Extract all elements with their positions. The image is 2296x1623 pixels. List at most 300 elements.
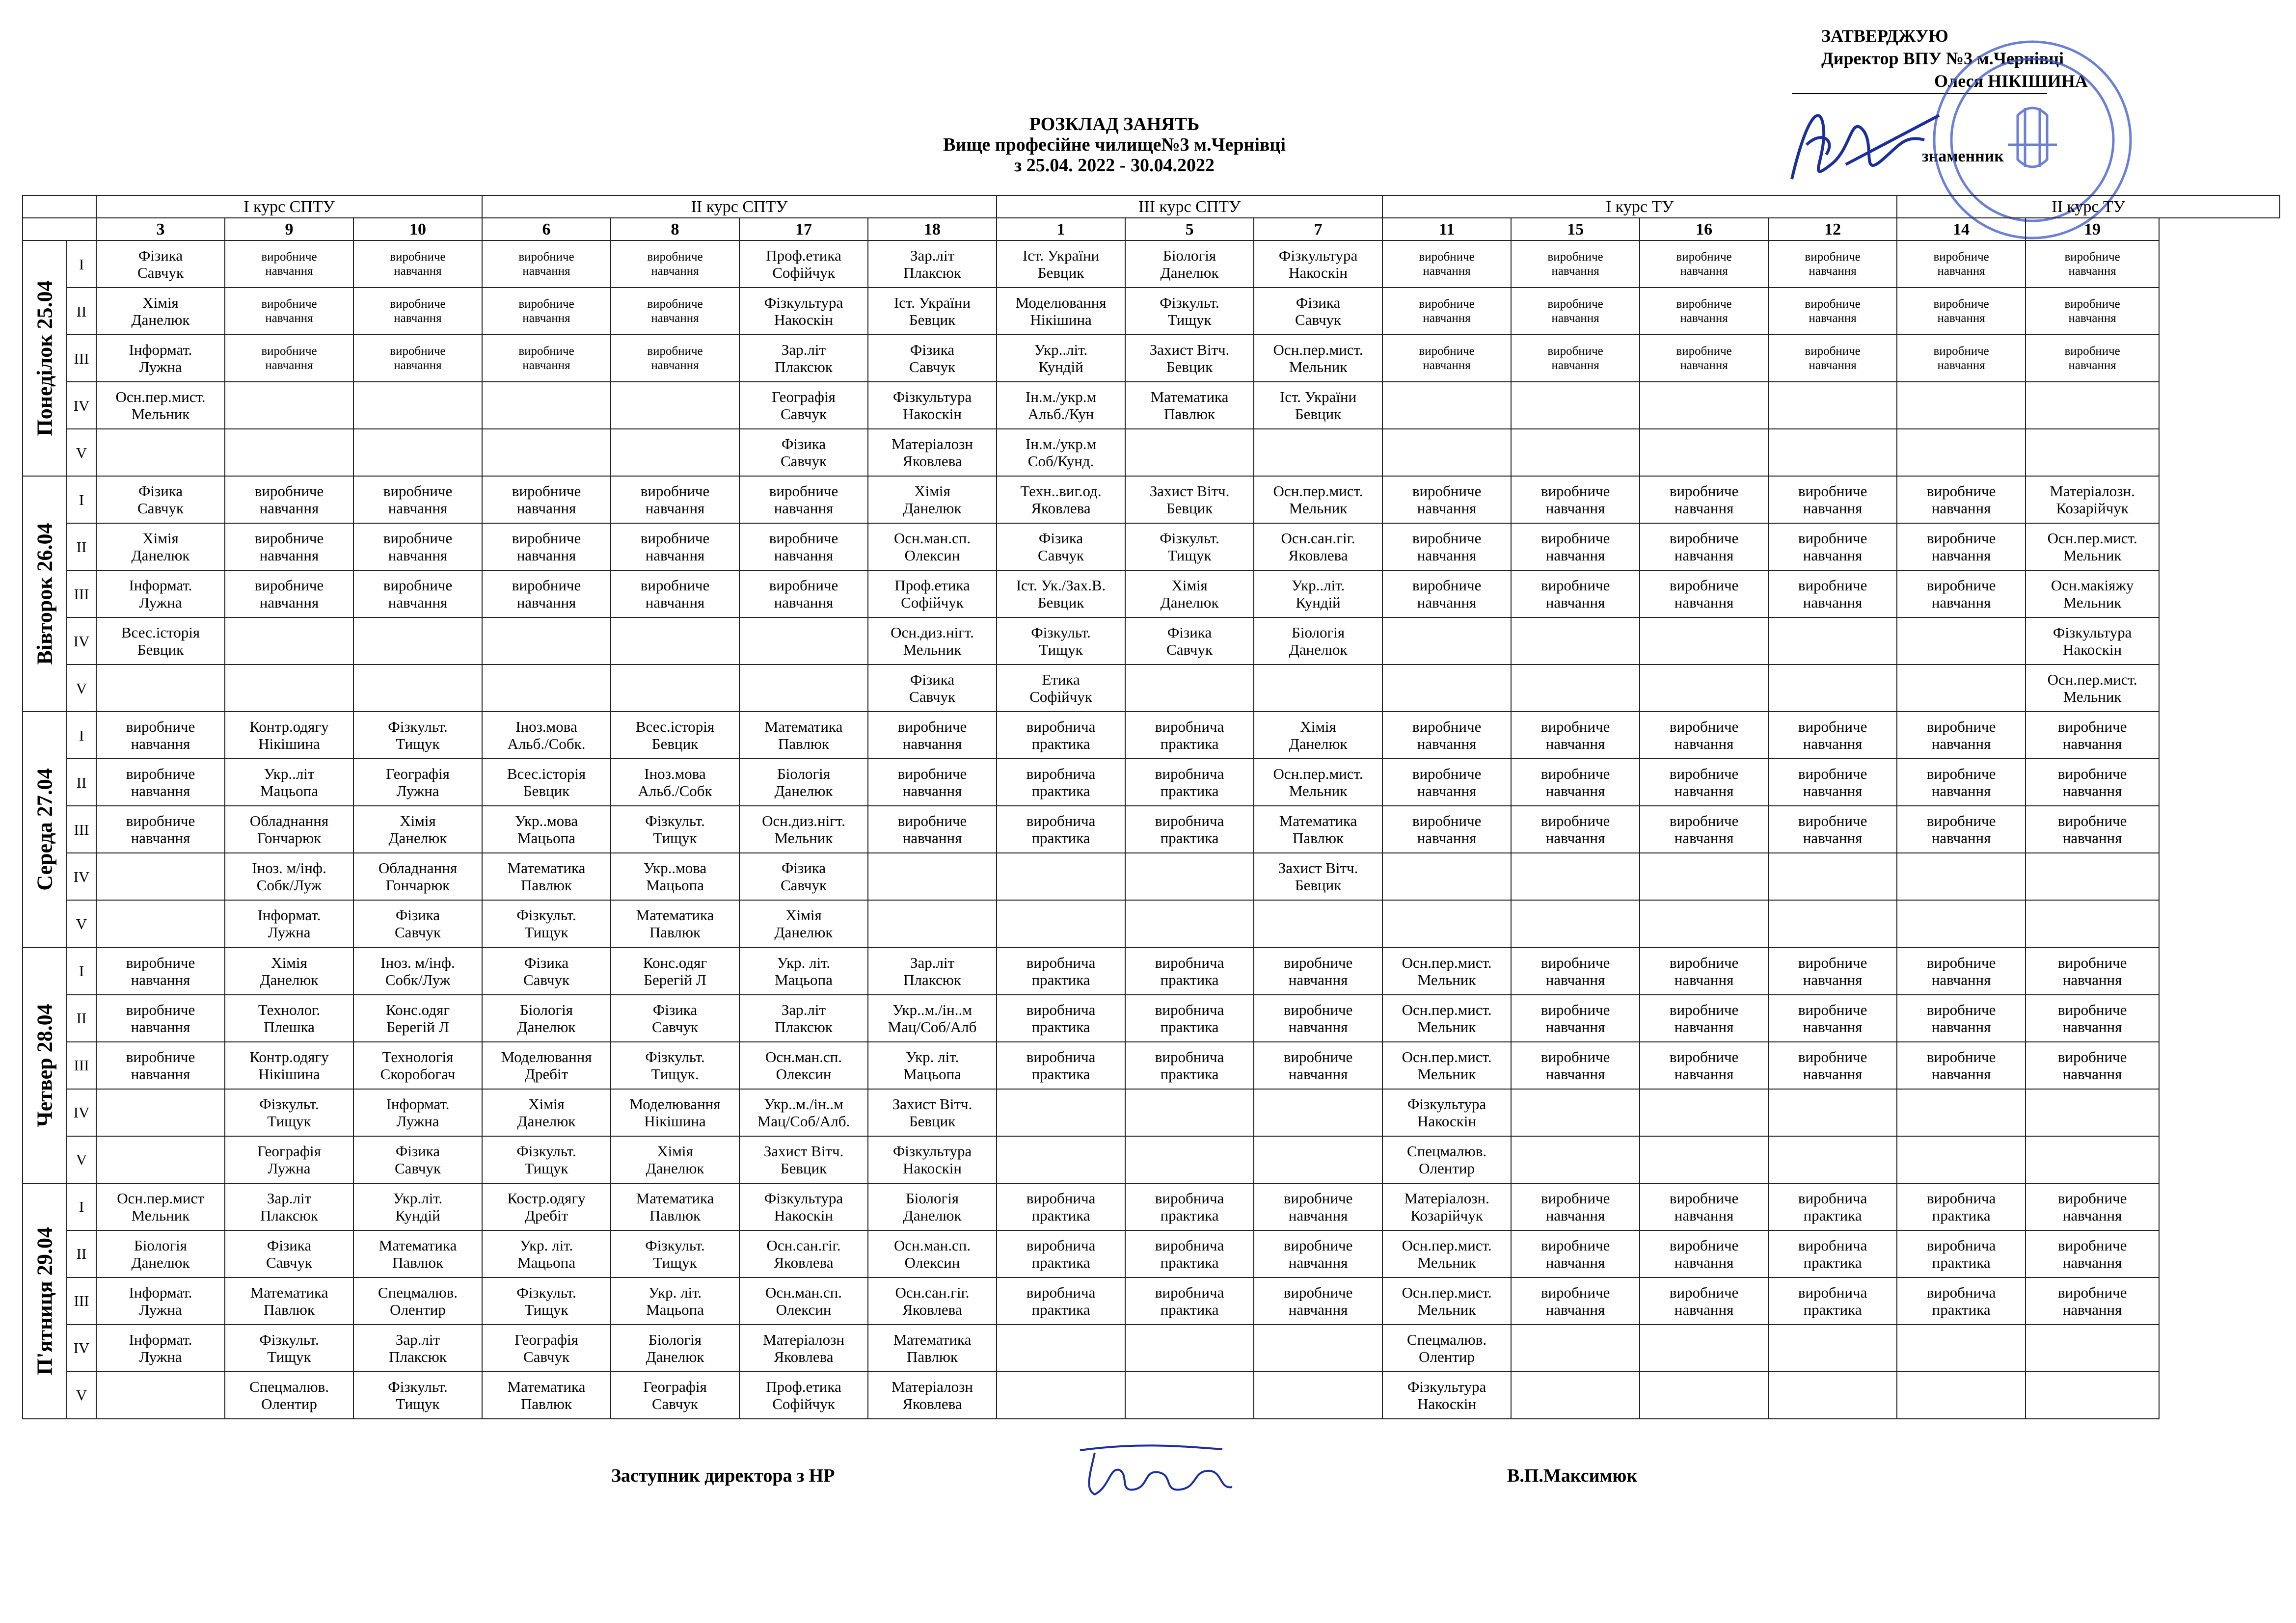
day-label-cell [23, 1183, 67, 1419]
corner-cell [23, 195, 96, 218]
schedule-cell [1511, 382, 1640, 429]
schedule-cell: виробнича практика [1768, 1183, 1897, 1230]
schedule-cell: Фізкультура Накоскін [868, 1136, 997, 1183]
group-number: 11 [1382, 218, 1511, 240]
schedule-cell: виробниче навчання [1897, 570, 2026, 617]
schedule-cell: виробниче навчання [1511, 712, 1640, 759]
schedule-cell: Обладнання Гончарюк [225, 806, 353, 853]
schedule-cell [1511, 1089, 1640, 1136]
schedule-cell [1382, 382, 1511, 429]
schedule-cell: Проф.етика Софійчук [868, 570, 997, 617]
schedule-cell: виробнича практика [997, 759, 1125, 806]
page-dates: з 25.04. 2022 - 30.04.2022 [1014, 155, 1215, 176]
schedule-cell [1511, 617, 1640, 665]
schedule-cell: виробниче навчання [1382, 335, 1511, 382]
schedule-cell: виробниче навчання [611, 240, 739, 288]
schedule-cell: виробниче навчання [1897, 523, 2026, 570]
schedule-cell: Фізкультура Накоскін [1382, 1372, 1511, 1419]
schedule-cell: Фізкультура Накоскін [1382, 1089, 1511, 1136]
schedule-cell: Географія Савчук [611, 1372, 739, 1419]
schedule-cell [2026, 853, 2159, 900]
lesson-row [23, 1230, 2280, 1277]
group-number: 7 [1254, 218, 1382, 240]
schedule-cell: Осн.пер.мист. Мельник [1382, 1230, 1511, 1277]
course-header-row [23, 195, 2280, 218]
schedule-cell: Фізика Савчук [1254, 288, 1382, 335]
schedule-cell: Іст. Ук./Зах.В. Бевцик [997, 570, 1125, 617]
schedule-cell [1511, 900, 1640, 947]
schedule-cell: виробниче навчання [1768, 570, 1897, 617]
approval-note: знаменник [1922, 147, 2004, 165]
lesson-row [23, 288, 2280, 335]
schedule-cell [1640, 665, 1768, 712]
schedule-cell: виробниче навчання [611, 523, 739, 570]
schedule-cell: Захист Вітч. Бевцик [1125, 476, 1254, 523]
schedule-cell [1511, 1136, 1640, 1183]
schedule-cell: Фізкультура Накоскін [739, 288, 868, 335]
schedule-cell: Біологія Данелюк [1125, 240, 1254, 288]
schedule-cell [1897, 1325, 2026, 1372]
schedule-cell [1511, 1372, 1640, 1419]
schedule-cell: виробниче навчання [1640, 335, 1768, 382]
schedule-cell: Хімія Данелюк [482, 1089, 611, 1136]
schedule-cell: виробниче навчання [225, 476, 353, 523]
schedule-cell: Укр..м./ін..м Мац/Соб/Алб. [739, 1089, 868, 1136]
schedule-cell: Всес.історія Бевцик [482, 759, 611, 806]
day-label-cell [23, 948, 67, 1183]
approval-name: Олеся НІКІШИНА [1934, 71, 2088, 91]
schedule-cell: Осн.пер.мист. Мельник [96, 382, 225, 429]
schedule-cell [225, 429, 353, 476]
lesson-row [23, 1325, 2280, 1372]
schedule-cell: виробниче навчання [1640, 712, 1768, 759]
lesson-number: ІІ [67, 1230, 96, 1277]
schedule-cell: Математика Павлюк [482, 853, 611, 900]
schedule-cell: Укр..літ. Кундій [1254, 570, 1382, 617]
schedule-cell: виробниче навчання [1897, 948, 2026, 995]
schedule-cell [1511, 429, 1640, 476]
schedule-cell: Укр..мова Мацьопа [482, 806, 611, 853]
schedule-cell: Математика Павлюк [225, 1277, 353, 1325]
schedule-cell: Інформат. Лужна [353, 1089, 482, 1136]
schedule-cell: Фізика Савчук [96, 240, 225, 288]
lesson-row [23, 523, 2280, 570]
schedule-cell: Математика Павлюк [611, 1183, 739, 1230]
schedule-cell: виробниче навчання [1897, 288, 2026, 335]
lesson-row [23, 240, 2280, 288]
schedule-cell: Осн.пер.мист. Мельник [1382, 995, 1511, 1042]
schedule-cell: виробнича практика [997, 1042, 1125, 1089]
schedule-cell: Фізика Савчук [225, 1230, 353, 1277]
lesson-number: V [67, 665, 96, 712]
schedule-cell: Осн.ман.сп. Олексин [739, 1277, 868, 1325]
schedule-cell [1254, 1372, 1382, 1419]
group-number: 3 [96, 218, 225, 240]
schedule-cell: виробниче навчання [353, 523, 482, 570]
group-number: 5 [1125, 218, 1254, 240]
schedule-cell [1254, 1136, 1382, 1183]
schedule-cell [1897, 900, 2026, 947]
schedule-cell: виробниче навчання [868, 712, 997, 759]
schedule-cell [1897, 617, 2026, 665]
schedule-cell [1640, 1136, 1768, 1183]
schedule-cell [1125, 853, 1254, 900]
schedule-cell [1897, 382, 2026, 429]
lesson-number: ІІ [67, 759, 96, 806]
schedule-cell: Фізика Савчук [739, 853, 868, 900]
schedule-cell: Інформат. Лужна [96, 1325, 225, 1372]
lesson-row [23, 900, 2280, 947]
schedule-cell: Укр..м./ін..м Мац/Соб/Алб [868, 995, 997, 1042]
schedule-cell [1897, 853, 2026, 900]
schedule-cell: Технолог. Плешка [225, 995, 353, 1042]
schedule-cell [1640, 853, 1768, 900]
lesson-number: ІV [67, 1325, 96, 1372]
lesson-number: ІІІ [67, 570, 96, 617]
lesson-number: ІІІ [67, 1042, 96, 1089]
schedule-cell: Інформат. Лужна [96, 570, 225, 617]
schedule-cell: Осн.пер.мист. Мельник [1254, 335, 1382, 382]
schedule-cell: виробниче навчання [611, 570, 739, 617]
schedule-cell: Спецмалюв. Олентир [1382, 1325, 1511, 1372]
schedule-cell [1125, 1136, 1254, 1183]
schedule-cell: Фізкультура Накоскін [739, 1183, 868, 1230]
schedule-cell [1254, 429, 1382, 476]
schedule-cell: виробнича практика [1897, 1277, 2026, 1325]
schedule-cell [1382, 665, 1511, 712]
schedule-cell [1125, 1325, 1254, 1372]
schedule-cell: виробниче навчання [225, 570, 353, 617]
schedule-cell: виробнича практика [1125, 948, 1254, 995]
schedule-cell [482, 382, 611, 429]
page-subtitle: Вище професійне чилище№3 м.Чернівці [943, 134, 1286, 155]
lesson-row [23, 476, 2280, 523]
schedule-table [22, 195, 2280, 1419]
schedule-cell [1897, 429, 2026, 476]
schedule-cell [1640, 617, 1768, 665]
schedule-cell: Осн.пер.мист. Мельник [1382, 948, 1511, 995]
schedule-cell: виробниче навчання [96, 712, 225, 759]
schedule-cell: виробниче навчання [482, 476, 611, 523]
schedule-cell [2026, 1325, 2159, 1372]
schedule-cell: Осн.сан.гіг. Яковлева [1254, 523, 1382, 570]
schedule-cell: Фізкульт. Тищук [611, 806, 739, 853]
schedule-cell: виробниче навчання [1897, 995, 2026, 1042]
group-number-row [23, 218, 2280, 240]
schedule-cell: виробниче навчання [2026, 1230, 2159, 1277]
schedule-cell: виробниче навчання [1640, 240, 1768, 288]
schedule-cell: Укр..мова Мацьопа [611, 853, 739, 900]
schedule-cell: Зар.літ Плаксюк [353, 1325, 482, 1372]
schedule-cell: виробниче навчання [1640, 806, 1768, 853]
schedule-cell: Моделювання Нікішина [997, 288, 1125, 335]
schedule-cell [1897, 1089, 2026, 1136]
schedule-cell [1768, 429, 1897, 476]
schedule-cell: Фізика Савчук [611, 995, 739, 1042]
schedule-cell: Хімія Данелюк [96, 523, 225, 570]
schedule-cell: виробниче навчання [1768, 335, 1897, 382]
lesson-row [23, 1136, 2280, 1183]
lesson-row [23, 570, 2280, 617]
schedule-cell [611, 665, 739, 712]
schedule-cell [997, 1372, 1125, 1419]
schedule-cell: виробниче навчання [1382, 288, 1511, 335]
schedule-cell [739, 665, 868, 712]
schedule-cell: виробнича практика [1125, 1277, 1254, 1325]
schedule-cell: виробниче навчання [1254, 1277, 1382, 1325]
schedule-cell: виробниче навчання [739, 476, 868, 523]
schedule-cell: виробниче навчання [96, 759, 225, 806]
schedule-cell: Матеріалозн. Козарійчук [2026, 476, 2159, 523]
schedule-cell: виробниче навчання [1640, 476, 1768, 523]
schedule-cell: виробниче навчання [1768, 712, 1897, 759]
schedule-cell: виробниче навчання [2026, 948, 2159, 995]
schedule-cell: Моделювання Дребіт [482, 1042, 611, 1089]
schedule-cell [1382, 617, 1511, 665]
schedule-cell [1254, 1089, 1382, 1136]
schedule-cell [96, 900, 225, 947]
schedule-cell: виробниче навчання [1768, 948, 1897, 995]
group-number: 10 [353, 218, 482, 240]
schedule-cell [1897, 1372, 2026, 1419]
footer-signatory: В.П.Максимюк [1507, 1465, 1638, 1486]
schedule-cell [868, 900, 997, 947]
schedule-cell: Хімія Данелюк [1125, 570, 1254, 617]
schedule-cell [1768, 1136, 1897, 1183]
schedule-cell [1125, 429, 1254, 476]
group-number: 6 [482, 218, 611, 240]
schedule-cell: Хімія Данелюк [96, 288, 225, 335]
schedule-cell [96, 665, 225, 712]
schedule-cell: Зар.літ Плаксюк [868, 948, 997, 995]
schedule-cell: виробниче навчання [868, 806, 997, 853]
schedule-cell: виробниче навчання [611, 335, 739, 382]
schedule-cell: Іноз. м/інф. Собк/Луж [225, 853, 353, 900]
schedule-cell: виробниче навчання [225, 288, 353, 335]
lesson-number: ІІІ [67, 335, 96, 382]
schedule-cell: Фізкульт. Тищук [1125, 523, 1254, 570]
group-number: 16 [1640, 218, 1768, 240]
lesson-number: ІV [67, 853, 96, 900]
schedule-cell: Фізика Савчук [482, 948, 611, 995]
schedule-cell [611, 429, 739, 476]
schedule-cell: Технологія Скоробогач [353, 1042, 482, 1089]
group-number: 18 [868, 218, 997, 240]
schedule-cell: Костр.одягу Дребіт [482, 1183, 611, 1230]
approval-director: Директор ВПУ №3 м.Чернівці [1821, 49, 2064, 68]
schedule-cell: виробниче навчання [96, 995, 225, 1042]
schedule-cell: виробнича практика [997, 995, 1125, 1042]
schedule-cell: виробниче навчання [1511, 570, 1640, 617]
schedule-cell: виробниче навчання [1511, 240, 1640, 288]
deputy-signature-icon [1075, 1440, 1242, 1499]
schedule-cell [1125, 900, 1254, 947]
schedule-cell [96, 853, 225, 900]
schedule-cell [1511, 853, 1640, 900]
schedule-cell: Хімія Данелюк [225, 948, 353, 995]
schedule-cell: Спецмалюв. Олентир [353, 1277, 482, 1325]
schedule-cell: виробнича практика [1897, 1183, 2026, 1230]
schedule-grid [22, 195, 2280, 1419]
approval-title: ЗАТВЕРДЖУЮ [1821, 26, 1948, 46]
schedule-cell [2026, 429, 2159, 476]
group-number: 12 [1768, 218, 1897, 240]
schedule-cell: Матеріалозн Яковлева [868, 1372, 997, 1419]
schedule-cell [1640, 429, 1768, 476]
lesson-number: ІІ [67, 288, 96, 335]
schedule-cell: Конс.одяг Берегій Л [611, 948, 739, 995]
schedule-cell: виробниче навчання [1382, 476, 1511, 523]
schedule-cell: Географія Лужна [225, 1136, 353, 1183]
schedule-cell: виробнича практика [1768, 1277, 1897, 1325]
schedule-cell [1640, 1325, 1768, 1372]
schedule-cell: Фізика Савчук [868, 665, 997, 712]
schedule-cell: виробниче навчання [1768, 288, 1897, 335]
schedule-cell: Осн.ман.сп. Олексин [868, 1230, 997, 1277]
schedule-cell: Хімія Данелюк [868, 476, 997, 523]
schedule-cell: Фізика Савчук [353, 900, 482, 947]
schedule-cell: Математика Павлюк [1254, 806, 1382, 853]
schedule-cell: Захист Вітч. Бевцик [739, 1136, 868, 1183]
schedule-cell [997, 1089, 1125, 1136]
course-header: ІІ курс СПТУ [482, 195, 997, 218]
schedule-cell: Біологія Данелюк [1254, 617, 1382, 665]
lesson-number: ІV [67, 382, 96, 429]
schedule-cell: Математика Павлюк [611, 900, 739, 947]
schedule-cell: виробниче навчання [2026, 759, 2159, 806]
course-header: І курс ТУ [1382, 195, 1897, 218]
schedule-cell [2026, 382, 2159, 429]
schedule-cell: виробниче навчання [353, 240, 482, 288]
schedule-cell [225, 382, 353, 429]
schedule-cell: Біологія Данелюк [739, 759, 868, 806]
schedule-cell: Іст. України Бевцик [1254, 382, 1382, 429]
lesson-number: І [67, 948, 96, 995]
schedule-cell: Іноз. м/інф. Собк/Луж [353, 948, 482, 995]
schedule-cell: Іноз.мова Альб./Собк [611, 759, 739, 806]
schedule-cell: Спецмалюв. Олентир [1382, 1136, 1511, 1183]
schedule-cell: виробниче навчання [353, 570, 482, 617]
schedule-cell: виробниче навчання [1768, 1042, 1897, 1089]
schedule-cell [1768, 1325, 1897, 1372]
schedule-cell: Контр.одягу Нікішина [225, 712, 353, 759]
schedule-cell: Хімія Данелюк [739, 900, 868, 947]
schedule-cell [1511, 665, 1640, 712]
schedule-cell [482, 665, 611, 712]
day-label-cell [23, 240, 67, 476]
lesson-number: І [67, 1183, 96, 1230]
schedule-cell: виробниче навчання [1382, 759, 1511, 806]
signature-line [1792, 93, 2047, 94]
schedule-cell: виробниче навчання [1511, 759, 1640, 806]
schedule-cell: Укр. літ. Мацьопа [739, 948, 868, 995]
schedule-cell: Осн.пер.мист. Мельник [1254, 476, 1382, 523]
lesson-row [23, 806, 2280, 853]
schedule-cell: виробниче навчання [225, 523, 353, 570]
approval-block [1821, 25, 2116, 168]
schedule-cell: виробниче навчання [1640, 1183, 1768, 1230]
lesson-number: V [67, 429, 96, 476]
schedule-cell: Математика Павлюк [482, 1372, 611, 1419]
schedule-cell [1768, 382, 1897, 429]
schedule-cell: виробниче навчання [2026, 1277, 2159, 1325]
lesson-number: І [67, 712, 96, 759]
schedule-cell: виробниче навчання [1511, 948, 1640, 995]
schedule-cell: виробниче навчання [739, 523, 868, 570]
lesson-row [23, 335, 2280, 382]
schedule-cell [1254, 665, 1382, 712]
schedule-cell: виробниче навчання [1640, 570, 1768, 617]
schedule-cell: виробниче навчання [482, 335, 611, 382]
day-label-cell [23, 712, 67, 947]
lesson-row [23, 712, 2280, 759]
group-number: 17 [739, 218, 868, 240]
schedule-cell [1768, 665, 1897, 712]
schedule-cell: виробниче навчання [353, 335, 482, 382]
lesson-row [23, 429, 2280, 476]
schedule-cell [482, 617, 611, 665]
schedule-cell: Укр.літ. Кундій [353, 1183, 482, 1230]
schedule-cell: Фізкульт. Тищук [611, 1230, 739, 1277]
day-label: Вівторок 26.04 [32, 523, 57, 665]
schedule-cell: виробниче навчання [353, 288, 482, 335]
schedule-cell: Конс.одяг Берегій Л [353, 995, 482, 1042]
lesson-number: ІІІ [67, 806, 96, 853]
schedule-cell: Фізика Савчук [96, 476, 225, 523]
schedule-cell: виробниче навчання [1897, 712, 2026, 759]
schedule-cell [739, 617, 868, 665]
schedule-cell: виробниче навчання [1640, 759, 1768, 806]
lesson-row [23, 995, 2280, 1042]
schedule-cell: виробнича практика [997, 806, 1125, 853]
schedule-cell: виробниче навчання [96, 1042, 225, 1089]
schedule-cell: Укр..літ. Кундій [997, 335, 1125, 382]
lesson-number: V [67, 1372, 96, 1419]
schedule-cell: виробниче навчання [2026, 335, 2159, 382]
schedule-cell: виробнича практика [997, 712, 1125, 759]
schedule-cell: виробниче навчання [1511, 476, 1640, 523]
schedule-cell: виробниче навчання [1382, 806, 1511, 853]
schedule-cell: виробниче навчання [1768, 476, 1897, 523]
schedule-cell: виробниче навчання [1382, 240, 1511, 288]
schedule-cell: виробниче навчання [1254, 948, 1382, 995]
schedule-cell: виробниче навчання [1511, 288, 1640, 335]
schedule-cell: виробниче навчання [1768, 806, 1897, 853]
schedule-cell [96, 1136, 225, 1183]
schedule-cell: Фізика Савчук [739, 429, 868, 476]
schedule-cell: Фізика Савчук [997, 523, 1125, 570]
schedule-cell: виробниче навчання [1511, 1230, 1640, 1277]
schedule-cell [1125, 665, 1254, 712]
schedule-cell: Осн.пер.мист. Мельник [1382, 1277, 1511, 1325]
schedule-cell: Фізкульт. Тищук [353, 1372, 482, 1419]
schedule-cell: виробниче навчання [2026, 806, 2159, 853]
schedule-cell: Техн..виг.од. Яковлева [997, 476, 1125, 523]
schedule-cell: виробниче навчання [739, 570, 868, 617]
schedule-cell [225, 617, 353, 665]
schedule-cell: Біологія Данелюк [482, 995, 611, 1042]
schedule-cell: виробниче навчання [1768, 995, 1897, 1042]
schedule-cell: виробнича практика [1125, 1042, 1254, 1089]
lesson-row [23, 665, 2280, 712]
schedule-cell: Ін.м./укр.м Альб./Кун [997, 382, 1125, 429]
schedule-cell: виробниче навчання [1768, 759, 1897, 806]
schedule-cell: Матеріалозн. Козарійчук [1382, 1183, 1511, 1230]
schedule-cell: Математика Павлюк [739, 712, 868, 759]
schedule-cell [1382, 429, 1511, 476]
schedule-cell [1768, 900, 1897, 947]
schedule-cell: виробниче навчання [2026, 712, 2159, 759]
